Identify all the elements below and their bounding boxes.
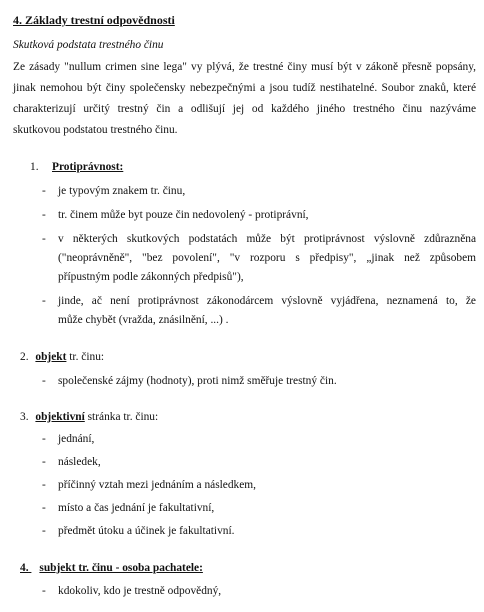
- s4-bullet-1: kdokoliv, kdo je trestně odpovědný,: [58, 585, 222, 597]
- s1-bullet-3-line-3: přípustným podle zákonných předpisů"),: [58, 271, 244, 283]
- s3-dash-1: -: [42, 433, 46, 445]
- s3-dash-5: -: [42, 525, 46, 537]
- intro-line-3: charakterizují určitý trestný čin a odlišují jej od každého jiného trestného činu nazýváme: [13, 103, 476, 115]
- s2-title: objekt: [35, 351, 67, 363]
- s1-dash-4: -: [42, 295, 46, 307]
- s3-item-1: jednání,: [58, 433, 95, 445]
- s1-bullet-4-line-1: jinde, ač není protiprávnost zákonodárcem výslovně vyjádřena, neznamená to, že: [58, 295, 476, 307]
- s1-bullet-2: tr. činem může byt pouze čin nedovolený - protiprávní,: [58, 209, 309, 221]
- s3-item-2: následek,: [58, 456, 101, 468]
- s3-item-3: příčinný vztah mezi jednáním a následkem,: [58, 479, 257, 491]
- s1-bullet-3-line-2: ("neoprávněně", "bez povolení", "v rozporu s předpisy", „jinak než způsobem: [58, 252, 476, 264]
- s4-title: subjekt tr. činu - osoba pachatele:: [39, 562, 203, 574]
- subheading: Skutková podstata trestného činu: [13, 39, 164, 51]
- intro-line-2: jinak nemohou být činy společensky nebezpečnými a jsou tudíž nestihatelné. Soubor znaků, které: [13, 82, 476, 94]
- s4-dash-1: -: [42, 585, 46, 597]
- s1-dash-1: -: [42, 185, 46, 197]
- s3-title: objektivní: [35, 411, 85, 423]
- section-heading: 4. Základy trestní odpovědnosti: [13, 13, 175, 27]
- s3-heading: [20, 410, 158, 424]
- s3-number: 3.: [20, 411, 29, 423]
- s4-heading: [20, 561, 203, 575]
- s1-bullet-1: je typovým znakem tr. činu,: [58, 185, 186, 197]
- s3-item-5: předmět útoku a účinek je fakultativní.: [58, 525, 235, 537]
- s4-number: 4.: [20, 562, 29, 574]
- s2-heading: [20, 350, 104, 364]
- s1-bullet-4-line-2: může chybět (vražda, znásilnění, ...) .: [58, 314, 229, 326]
- s3-dash-2: -: [42, 456, 46, 468]
- s2-dash-1: -: [42, 375, 46, 387]
- s2-number: 2.: [20, 351, 29, 363]
- intro-line-1: Ze zásady "nullum crimen sine lega" vy plývá, že trestné činy musí být v zákoně přesně popsány,: [13, 61, 476, 73]
- s1-dash-2: -: [42, 209, 46, 221]
- s1-dash-3: -: [42, 233, 46, 245]
- s3-item-4: místo a čas jednání je fakultativní,: [58, 502, 215, 514]
- s3-dash-4: -: [42, 502, 46, 514]
- s2-bullet-1: společenské zájmy (hodnoty), proti nimž směřuje trestný čin.: [58, 375, 337, 387]
- s3-dash-3: -: [42, 479, 46, 491]
- s1-title: Protiprávnost:: [52, 161, 124, 173]
- s1-bullet-3-line-1: v některých skutkových podstatách může být protiprávnost výslovně zdůrazněna: [58, 233, 476, 245]
- s3-title-rest: stránka tr. činu:: [84, 411, 159, 423]
- s1-number: 1.: [30, 161, 39, 173]
- s2-title-rest: tr. činu:: [66, 351, 105, 363]
- intro-line-4: skutkovou podstatou trestného činu.: [13, 124, 178, 136]
